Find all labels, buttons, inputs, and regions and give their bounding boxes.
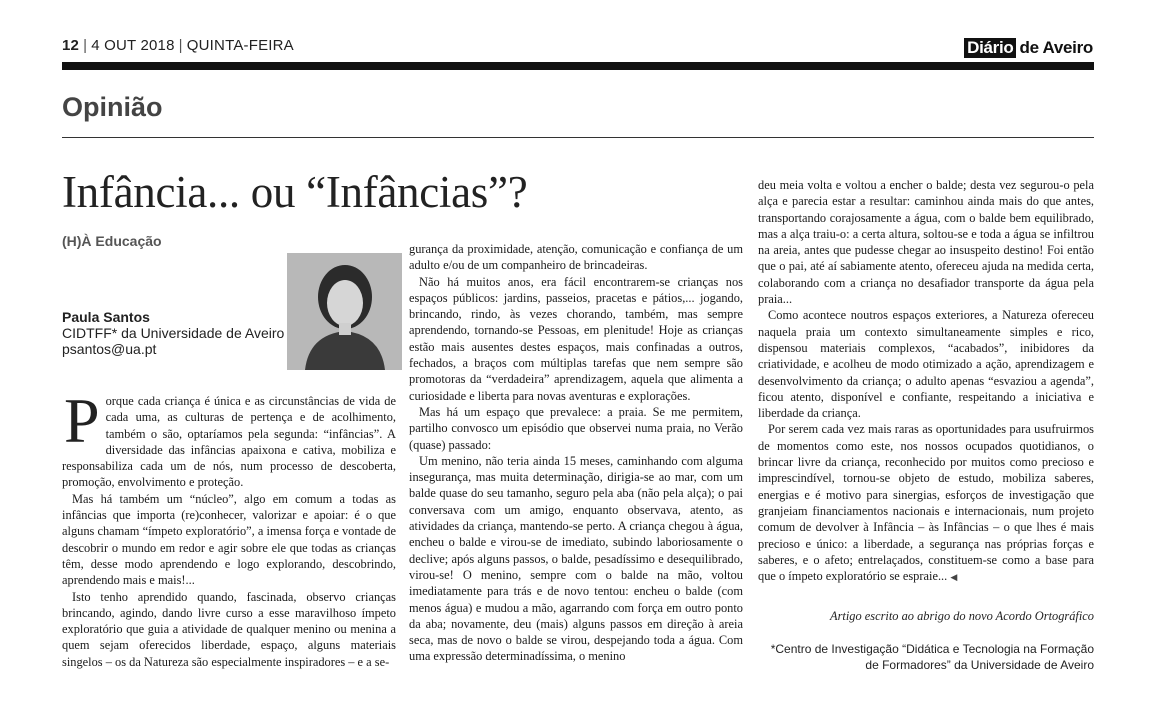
drop-cap: P [64, 385, 100, 456]
article-title: Infância... ou “Infâncias”? [62, 167, 528, 217]
author-photo [287, 253, 402, 370]
logo-box-text: Diário [964, 38, 1016, 58]
paragraph: Mas há um espaço que prevalece: a praia. Se me permitem, partilho convosco um episódio que observei numa praia, no Verão (quase) passado: [409, 404, 743, 452]
page-number: 12 [62, 37, 80, 54]
paragraph [758, 421, 1094, 585]
logo-text: de Aveiro [1019, 38, 1093, 57]
paragraph: Mas há também um “núcleo”, algo em comum a todas as infâncias que importa (re)conhecer, valorizar e apoiar: é o que alguns chamam “ímpeto exploratório”, a imensa força e vontade de descobrir o mundo em redor e agir sobre ele que todas as crianças têm, desse modo aprendendo e logo explorando, descobrindo, aprendendo mais e mais!... [62, 491, 396, 588]
orthography-note: Artigo escrito ao abrigo do novo Acordo Ortográfico [830, 609, 1094, 623]
author-name: Paula Santos [62, 309, 150, 325]
end-mark-icon: ◀ [950, 572, 958, 583]
paragraph: Isto tenho aprendido quando, fascinada, observo crianças brincando, agindo, dando livre curso a esse maravilhoso ímpeto exploratório que guia a atividade de qualquer menino ou menina a quem sejam oferecidos liberdade, espaço, alguns materiais singelos – os da Natureza são especialmente inspiradores – e a se- [62, 589, 396, 669]
issue-weekday: QUINTA-FEIRA [186, 37, 294, 54]
paragraph: deu meia volta e voltou a encher o balde; desta vez segurou-o pela alça e parecia estar a resultar: caminhou ainda mais do que antes, transportando corajosamente a água, com o balde bem equilibrado, mas a alça traiu-o: a certa altura, soltou-se e toda a água se infiltrou na areia, antes que pudesse chegar ao insuspeito destino! Foi então que o pai, até aí sabiamente atento, ofereceu ajuda na medida certa, colaborando com a criança no desafiador transporte da água pela praia... [758, 178, 1094, 307]
paragraph: gurança da proximidade, atenção, comunicação e confiança de um adulto e/ou de um companheiro de brincadeiras. [409, 242, 743, 273]
author-block [62, 309, 284, 357]
footnote: *Centro de Investigação “Didática e Tecnologia na Formação de Formadores” da Universidade de Aveiro [770, 642, 1094, 672]
article-column-3 [758, 177, 1094, 585]
portrait-illustration [287, 253, 402, 370]
article-column-2 [409, 241, 743, 665]
page-header-info: 12 | 4 OUT 2018 | QUINTA-FEIRA [62, 37, 294, 54]
newspaper-logo [964, 38, 1093, 58]
paragraph-text: Por serem cada vez mais raras as oportunidades para usufruirmos de momentos como este, nos nossos ocupados quotidianos, o brincar livre da criança, reconhecido por muitos como precioso e imprescindível, tornou-se objeto de estudo, mobiliza saberes, energias e é motivo para sinergias, esforços de investigação que granjeiam financiamentos nacionais e internacionais, num projeto comum de devolver à Infância – às Infâncias – o que lhes é mais precioso e único: a liberdade, a segurança nas próprias forças e saberes, e o afeto; entrelaçados, constituem-se como a base para que o ímpeto exploratório se espraie... [758, 422, 1094, 584]
header-rule [62, 62, 1094, 70]
issue-date: 4 OUT 2018 [91, 37, 175, 54]
section-title: Opinião [62, 92, 163, 122]
column-rubric: (H)À Educação [62, 233, 162, 249]
paragraph: Não há muitos anos, era fácil encontrarem-se crianças nos espaços públicos: jardins, passeios, pracetas e pátios,... jogando, brincando, rindo, às vezes chorando, também, mas sempre aprendendo, tornando-se Pessoas, em plenitude! Hoje as crianças estão mais ausentes destes espaços, mais confinadas a outros, fechados, a braços com múltiplas tarefas que nem sempre são promotoras da “verdadeira” aprendizagem, aquela que alimenta a curiosidade e liberta para novas aventuras e explorações. [409, 274, 743, 403]
section-rule [62, 137, 1094, 138]
author-affiliation: CIDTFF* da Universidade de Aveiro [62, 325, 285, 341]
article-column-1 [62, 385, 396, 670]
paragraph: Um menino, não teria ainda 15 meses, caminhando com alguma insegurança, mas muita determinação, dirigia-se ao mar, com um balde quase do seu tamanho, seguro pela aba (não pela alça); o pai conversava com um amigo, enquanto observava, atento, as atividades da criança, mantendo-se perto. A criança chegou à água, encheu o balde e virou-se de imediato, subindo laboriosamente o declive; após alguns passos, o balde, pesadíssimo e desequilibrado, virou-se! O menino, sempre com o balde na mão, voltou imediatamente para trás e de novo tentou: encheu o balde (com menos água) e mudou a mão, agarrando com força em outro ponto da aba; novamente, deu (mais) alguns passos em direção à areia seca, mas de novo o balde se virou, despejando toda a água. Com uma expressão determinadíssima, o menino [409, 453, 743, 664]
author-email: psantos@ua.pt [62, 341, 157, 357]
paragraph: orque cada criança é única e as circunstâncias de vida de cada uma, as culturas de pertença e de acolhimento, também o são, optaríamos pela segunda: “infâncias”. A diversidade das infâncias apaixona e cativa, mobiliza e responsabiliza cada um de nós, num processo de descoberta, promoção, envolvimento e proteção. [62, 394, 396, 490]
paragraph: Como acontece noutros espaços exteriores, a Natureza ofereceu naquela praia um contexto simultaneamente simples e rico, dispensou materiais complexos, “acabados”, inibidores da criatividade, e acolheu de modo otimizado a ação, aprendizagem e desenvolvimento da criança; o adulto apenas “esvaziou a agenda”, ficou atento, disponível e confiante, respeitando a iniciativa e liberdade da criança. [758, 308, 1094, 421]
